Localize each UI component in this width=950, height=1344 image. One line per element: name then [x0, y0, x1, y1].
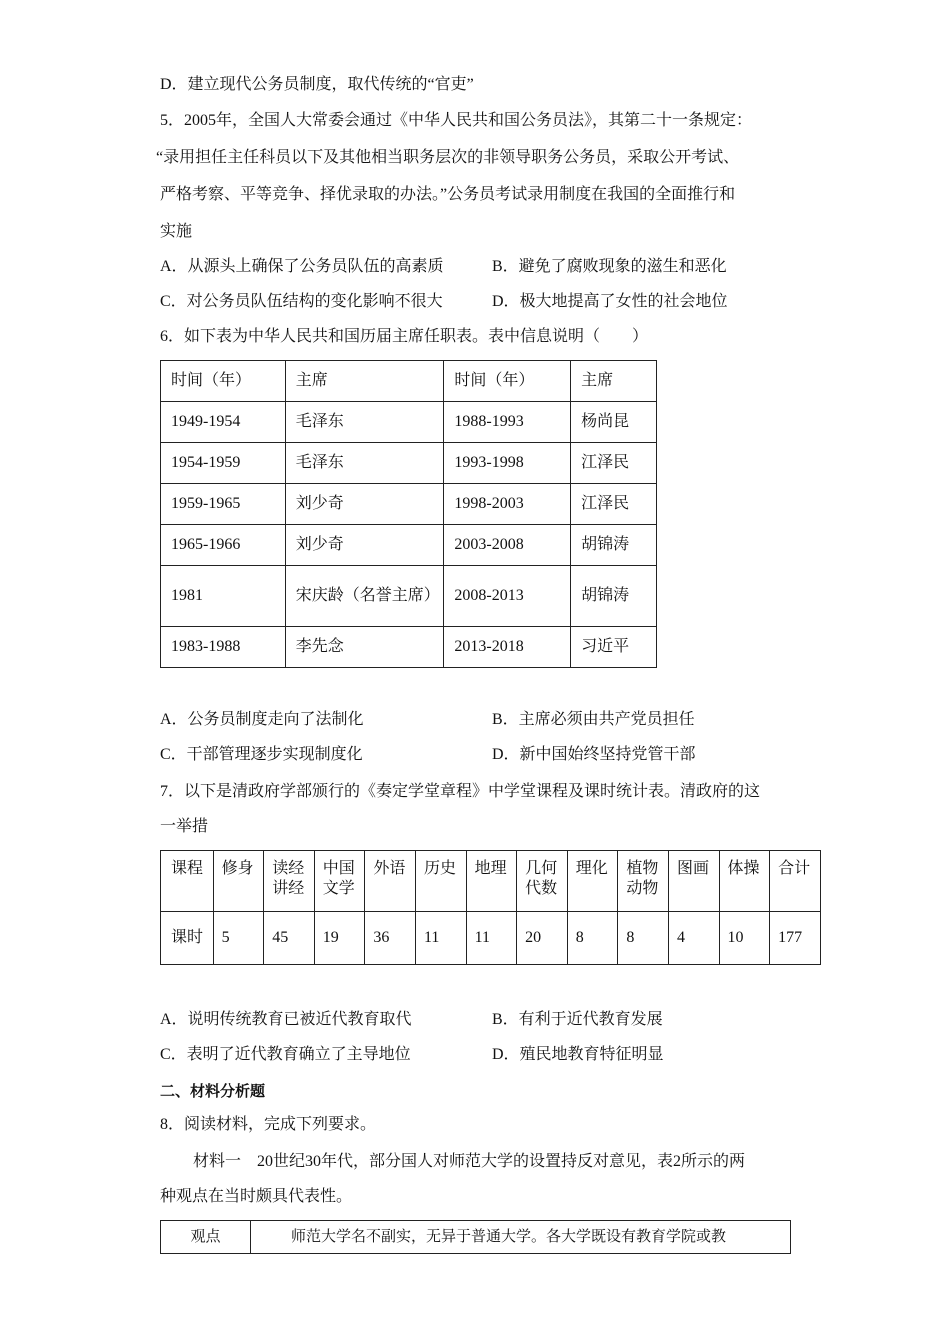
q7-stem-line: 7．以下是清政府学部颁行的《奏定学堂章程》中学堂课程及课时统计表。清政府的这: [160, 783, 761, 800]
table-header-row: [161, 851, 821, 912]
curriculum-table: [160, 850, 821, 965]
table-cell: 宋庆龄（名誉主席）: [285, 566, 444, 627]
header-cell: [567, 851, 618, 912]
header-cell-text: 理化: [575, 860, 608, 877]
table-cell: 2003-2008: [444, 525, 571, 566]
table-row: [161, 484, 657, 525]
table-row: [161, 566, 657, 627]
table-cell: 1988-1993: [444, 402, 571, 443]
table-cell-text: 5: [221, 929, 230, 946]
table-cell: [314, 912, 365, 965]
header-cell: 主席: [285, 361, 444, 402]
header-cell-text: 修身: [221, 860, 254, 877]
table-cell-text: 19: [322, 929, 339, 946]
table-row: [161, 912, 821, 965]
table-cell: 观点: [161, 1221, 251, 1254]
table-cell: [668, 912, 719, 965]
table-cell: [567, 912, 618, 965]
table-cell-text: 8: [575, 929, 584, 946]
header-cell: [517, 851, 568, 912]
q5-option-d: D．极大地提高了女性的社会地位: [492, 293, 728, 310]
table-cell: 1949-1954: [161, 402, 286, 443]
header-cell-text: 课程: [171, 860, 204, 877]
table-cell: 1998-2003: [444, 484, 571, 525]
table-cell: 李先念: [285, 627, 444, 668]
header-cell-text: 合计: [778, 860, 811, 877]
header-cell-text: 图画: [676, 860, 709, 877]
section-heading: 二、材料分析题: [160, 1082, 266, 1100]
table-cell-text: 20: [525, 929, 542, 946]
q5-option-b: B．避免了腐败现象的滋生和恶化: [492, 258, 727, 275]
header-cell: 主席: [571, 361, 657, 402]
q4-option-d: D．建立现代公务员制度，取代传统的“官吏”: [160, 76, 474, 93]
q6-stem: 6．如下表为中华人民共和国历届主席任职表。表中信息说明（ ）: [160, 328, 649, 345]
q6-option-a: A．公务员制度走向了法制化: [160, 711, 364, 728]
table-cell: [415, 912, 466, 965]
table-cell: [770, 912, 821, 965]
header-cell: [365, 851, 416, 912]
header-cell: [668, 851, 719, 912]
header-cell: [719, 851, 770, 912]
q5-option-a: A．从源头上确保了公务员队伍的高素质: [160, 258, 444, 275]
table-cell: [365, 912, 416, 965]
q5-stem-line: 严格考察、平等竞争、择优录取的办法。”公务员考试录用制度在我国的全面推行和: [160, 186, 736, 203]
q7-option-b: B．有利于近代教育发展: [492, 1011, 663, 1028]
header-cell-text: 中国文学: [322, 860, 355, 897]
table-cell: 1981: [161, 566, 286, 627]
q7-stem-line: 一举措: [160, 818, 209, 835]
table-row: [161, 525, 657, 566]
table-cell: 刘少奇: [285, 525, 444, 566]
table-row: [161, 1221, 791, 1254]
header-cell: [161, 851, 214, 912]
header-cell-text: 植物动物: [626, 860, 659, 897]
q6-option-c: C．干部管理逐步实现制度化: [160, 746, 363, 763]
table-cell: [618, 912, 669, 965]
table-cell: 江泽民: [571, 484, 657, 525]
header-cell: 时间（年）: [161, 361, 286, 402]
header-cell: [213, 851, 264, 912]
header-cell-text: 读经讲经: [272, 860, 305, 897]
table-cell: 习近平: [571, 627, 657, 668]
table-cell-text: 课时: [171, 929, 204, 946]
table-cell: 毛泽东: [285, 443, 444, 484]
table-cell: 1993-1998: [444, 443, 571, 484]
header-cell-text: 体操: [727, 860, 760, 877]
table-cell-text: 4: [676, 929, 685, 946]
table-row: [161, 627, 657, 668]
header-cell: [770, 851, 821, 912]
header-cell: [264, 851, 315, 912]
header-cell: [618, 851, 669, 912]
q7-option-d: D．殖民地教育特征明显: [492, 1046, 664, 1063]
table-cell-text: 177: [778, 929, 803, 946]
table-cell: 1983-1988: [161, 627, 286, 668]
q5-option-c: C．对公务员队伍结构的变化影响不很大: [160, 293, 443, 310]
header-cell-text: 历史: [423, 860, 456, 877]
header-cell-text: 地理: [474, 860, 507, 877]
q5-stem-line: 实施: [160, 223, 193, 240]
table-row: [161, 443, 657, 484]
q8-stem: 8．阅读材料，完成下列要求。: [160, 1116, 377, 1133]
header-cell-text: 几何代数: [525, 860, 558, 897]
table-cell: 江泽民: [571, 443, 657, 484]
header-cell: [466, 851, 517, 912]
table-row: [161, 402, 657, 443]
table-cell: 毛泽东: [285, 402, 444, 443]
president-table: [160, 360, 657, 668]
table-cell: [517, 912, 568, 965]
header-cell: [314, 851, 365, 912]
table-cell-text: 36: [373, 929, 390, 946]
header-cell-text: 外语: [373, 860, 406, 877]
table-cell: 2008-2013: [444, 566, 571, 627]
table-cell-text: 10: [727, 929, 744, 946]
table-cell: [161, 912, 214, 965]
table-cell-text: 45: [272, 929, 289, 946]
table-cell: 杨尚昆: [571, 402, 657, 443]
table-cell: [719, 912, 770, 965]
q5-stem-line: “录用担任主任科员以下及其他相当职务层次的非领导职务公务员，采取公开考试、: [156, 149, 740, 166]
header-cell: 时间（年）: [444, 361, 571, 402]
table-cell: 师范大学名不副实，无异于普通大学。各大学既设有教育学院或教: [251, 1221, 791, 1254]
table-cell: [264, 912, 315, 965]
table-cell: [213, 912, 264, 965]
table-cell: 1965-1966: [161, 525, 286, 566]
table-cell: 1954-1959: [161, 443, 286, 484]
table-cell: 胡锦涛: [571, 566, 657, 627]
table-cell: 胡锦涛: [571, 525, 657, 566]
table-cell-text: 11: [423, 929, 440, 946]
q5-stem-line: 5．2005年，全国人大常委会通过《中华人民共和国公务员法》，其第二十一条规定：: [160, 112, 753, 129]
q8-material-line: 材料一 20世纪30年代，部分国人对师范大学的设置持反对意见，表2所示的两: [193, 1153, 746, 1170]
table-header-row: [161, 361, 657, 402]
q6-option-d: D．新中国始终坚持党管干部: [492, 746, 696, 763]
q8-material-line: 种观点在当时颇具代表性。: [160, 1188, 353, 1205]
table-cell: [466, 912, 517, 965]
q7-option-a: A．说明传统教育已被近代教育取代: [160, 1011, 412, 1028]
q6-option-b: B．主席必须由共产党员担任: [492, 711, 695, 728]
table-cell-text: 11: [474, 929, 490, 946]
viewpoint-table: [160, 1220, 791, 1254]
table-cell-text: 8: [626, 929, 635, 946]
table-cell: 2013-2018: [444, 627, 571, 668]
q7-option-c: C．表明了近代教育确立了主导地位: [160, 1046, 411, 1063]
table-cell: 1959-1965: [161, 484, 286, 525]
header-cell: [415, 851, 466, 912]
table-cell: 刘少奇: [285, 484, 444, 525]
